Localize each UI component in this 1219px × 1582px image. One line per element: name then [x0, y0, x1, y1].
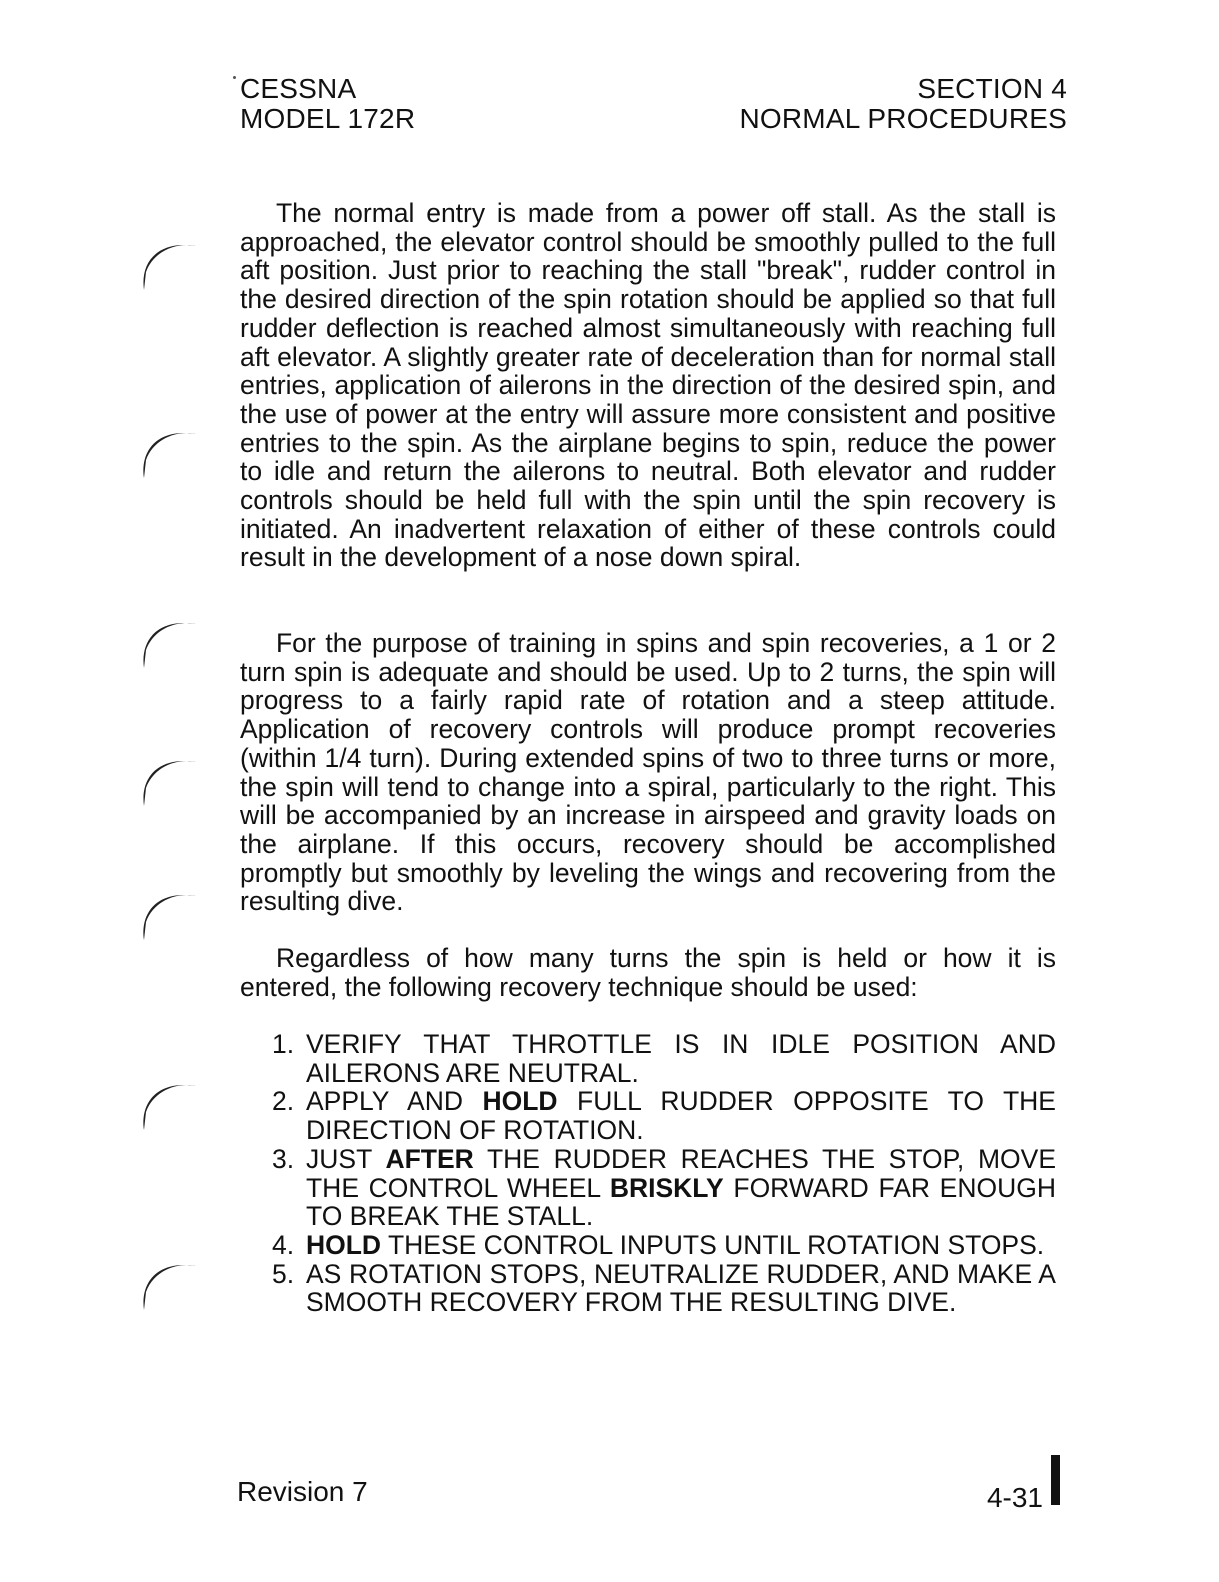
recovery-step: [240, 1145, 1056, 1231]
scan-speck: [233, 76, 236, 79]
step-emphasis: HOLD: [482, 1086, 558, 1117]
recovery-step: [240, 1087, 1056, 1144]
step-number: 2.: [272, 1086, 295, 1117]
step-number: 5.: [272, 1258, 295, 1289]
binder-hole-icon: [138, 232, 208, 292]
model-name: MODEL 172R: [240, 103, 416, 134]
recovery-step: [240, 1231, 1056, 1260]
step-text: FULL RUDDER OPPOSITE TO THE DIRECTION OF ROTATION.: [306, 1086, 1056, 1146]
recovery-steps-list: [240, 1030, 1056, 1317]
paragraph-recovery-intro: Regardless of how many turns the spin is held or how it is entered, the following recovery technique should be used:: [240, 943, 1056, 1002]
revision-label: Revision 7: [237, 1476, 368, 1507]
recovery-step: [240, 1260, 1056, 1317]
step-emphasis: HOLD: [306, 1229, 382, 1260]
step-emphasis: BRISKLY: [609, 1172, 724, 1203]
binder-hole-icon: [138, 1252, 208, 1312]
binder-hole-icon: [138, 748, 208, 808]
manual-header-left: [240, 74, 415, 134]
paragraph-spin-entry: The normal entry is made from a power off stall. As the stall is approached, the elevator control should be smoothly pulled to the full aft position. Just prior to reaching the stall "break", rudder control in the desired direction of the spin rotation should be applied so that full rudder deflection is reached almost simultaneously with reaching full aft elevator. A slightly greater rate of deceleration than for normal stall entries, application of ailerons in the direction of the desired spin, and the use of power at the entry will assure more consistent and positive entries to the spin. As the airplane begins to spin, reduce the power to idle and return the ailerons to neutral. Both elevator and rudder controls should be held full with the spin until the spin recovery is initiated. An inadvertent relaxation of either of these controls could result in the development of a nose down spiral.: [240, 198, 1056, 573]
step-text: THE RUDDER REACHES THE STOP, MOVE THE CONTROL WHEEL: [306, 1143, 1056, 1203]
binder-hole-icon: [138, 1072, 208, 1132]
step-number: 1.: [272, 1029, 295, 1059]
step-emphasis: AFTER: [385, 1143, 474, 1174]
step-number: 4.: [272, 1229, 295, 1260]
step-text: THESE CONTROL INPUTS UNTIL ROTATION STOPS.: [381, 1229, 1045, 1260]
binder-hole-icon: [138, 610, 208, 670]
recovery-step: [240, 1030, 1056, 1087]
revision-change-bar: [1051, 1455, 1060, 1505]
binder-hole-icon: [138, 882, 208, 942]
page-number: 4-31: [986, 1482, 1043, 1513]
step-text: APPLY AND: [306, 1086, 483, 1117]
section-title: NORMAL PROCEDURES: [739, 103, 1067, 134]
step-number: 3.: [272, 1143, 295, 1174]
step-text: VERIFY THAT THROTTLE IS IN IDLE POSITION AND AILERONS ARE NEUTRAL.: [306, 1029, 1056, 1088]
step-text: FORWARD FAR ENOUGH TO BREAK THE STALL.: [306, 1172, 1056, 1232]
paragraph-training-spins: For the purpose of training in spins and spin recoveries, a 1 or 2 turn spin is adequate and should be used. Up to 2 turns, the spin will progress to a fairly rapid rate of rotation and a steep attitude. Application of recovery controls will produce prompt recoveries (within 1/4 turn). During extended spins of two to three turns or more, the spin will tend to change into a spiral, particularly to the right. This will be accompanied by an increase in airspeed and gravity loads on the airplane. If this occurs, recovery should be accomplished promptly but smoothly by leveling the wings and recovering from the resulting dive.: [240, 628, 1056, 917]
step-text: JUST: [306, 1143, 386, 1174]
binder-hole-icon: [138, 420, 208, 480]
step-text: AS ROTATION STOPS, NEUTRALIZE RUDDER, AND MAKE A SMOOTH RECOVERY FROM THE RESULTING DIVE.: [306, 1258, 1056, 1318]
manual-header-right: [739, 74, 1067, 134]
section-number: SECTION 4: [917, 73, 1067, 104]
manufacturer-name: CESSNA: [240, 73, 357, 104]
